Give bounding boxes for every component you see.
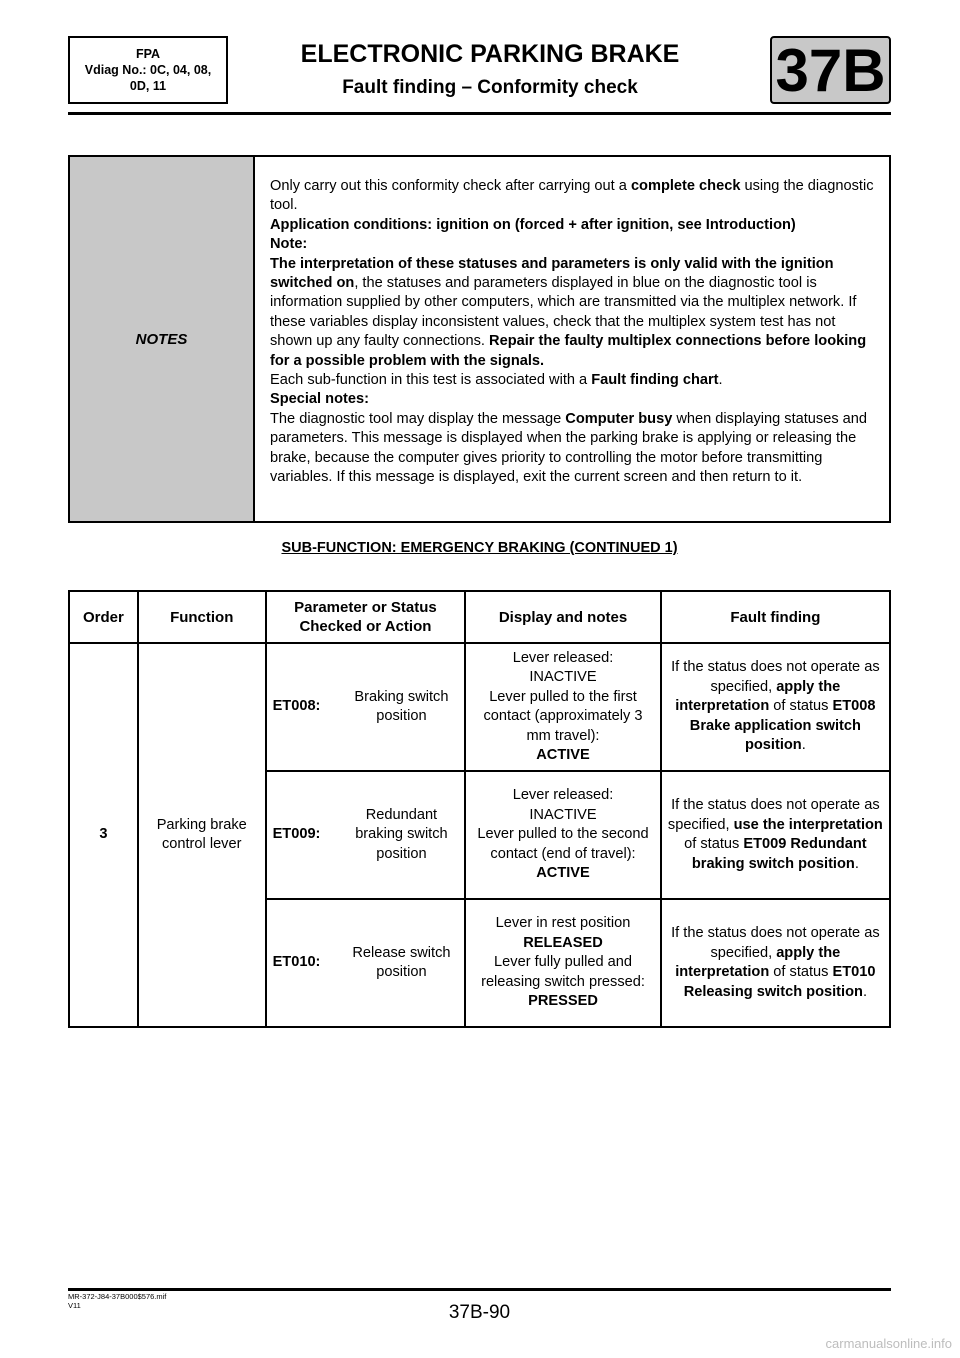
table-header-row [69, 591, 890, 643]
function-cell: Parking brake control lever [138, 643, 266, 1027]
header-function: Function [138, 591, 266, 643]
conformity-table [68, 590, 891, 1028]
section-code: 37B [770, 36, 891, 104]
status-description: Braking switch position [354, 688, 449, 724]
notes-paragraph: Only carry out this conformity check after carrying out a complete check using the diagnostic tool. [270, 178, 874, 214]
fault-finding-cell: If the status does not operate as specified, apply the interpretation of status ET010 Releasing switch position. [661, 899, 890, 1027]
watermark: carmanualsonline.info [825, 1336, 952, 1351]
notes-paragraph: Each sub-function in this test is associated with a Fault finding chart. [270, 372, 723, 389]
notes-paragraph: The interpretation of these statuses and parameters is only valid with the ignition switched on, the statuses and parameters displayed in blue on the diagnostic tool is information supplied by other computers, which are transmitted via the multiplex network. If these variables display inconsistent values, check that the multiplex system test has not shown up any faulty connections. Repair the faulty multiplex connections before looking for a possible problem with the signals. [270, 255, 867, 369]
page-number: 37B-90 [448, 1302, 511, 1323]
page-title: ELECTRONIC PARKING BRAKE [300, 40, 680, 68]
status-description: Release switch position [352, 944, 451, 980]
status-description: Redundant braking switch position [355, 806, 448, 862]
notes-label: NOTES [70, 157, 255, 521]
header-display: Display and notes [465, 591, 660, 643]
parameter-cell [266, 643, 466, 771]
vdiag-line2: 0D, 11 [129, 79, 167, 93]
footer-version: V11 [68, 1301, 81, 1310]
notes-paragraph: The diagnostic tool may display the message Computer busy when displaying statuses and parameters. This message is displayed when the parking brake is applying or releasing the brake, because the computer gives priority to controlling the motor before transmitting variables. If this message is displayed, exit the current screen and then return to it. [270, 410, 868, 486]
table-row [69, 643, 890, 771]
header-parameter: Parameter or Status Checked or Action [266, 591, 466, 643]
vehicle-info-box [68, 36, 228, 104]
application-conditions: Application conditions: ignition on (forced + after ignition, see Introduction) [270, 216, 796, 233]
special-notes-heading: Special notes: [270, 391, 369, 408]
display-cell: Lever released: INACTIVE Lever pulled to the second contact (end of travel): ACTIVE [465, 771, 660, 899]
vehicle-code: FPA [135, 47, 161, 61]
parameter-cell [266, 899, 466, 1027]
order-cell: 3 [69, 643, 138, 1027]
subfunction-title: SUB-FUNCTION: EMERGENCY BRAKING (CONTINUED 1) [281, 540, 678, 556]
header-fault-finding: Fault finding [661, 591, 890, 643]
parameter-cell [266, 771, 466, 899]
notes-box [68, 155, 891, 523]
footer-file: MR-372-J84-37B000$576.mif [68, 1292, 167, 1301]
footer-rule [68, 1288, 891, 1291]
notes-body [255, 157, 889, 521]
header-order: Order [69, 591, 138, 643]
vdiag-line1: Vdiag No.: 0C, 04, 08, [84, 63, 212, 77]
fault-finding-cell: If the status does not operate as specified, apply the interpretation of status ET008 Brake application switch position. [661, 643, 890, 771]
status-code: ET009: [272, 826, 321, 843]
status-code: ET008: [272, 698, 321, 715]
fault-finding-cell: If the status does not operate as specified, use the interpretation of status ET009 Redundant braking switch position. [661, 771, 890, 899]
header-rule [68, 112, 891, 115]
page-subtitle: Fault finding – Conformity check [342, 77, 638, 98]
status-code: ET010: [272, 954, 321, 971]
note-heading: Note: [270, 236, 308, 253]
display-cell: Lever in rest position RELEASED Lever fully pulled and releasing switch pressed: PRESSED [465, 899, 660, 1027]
display-cell: Lever released: INACTIVE Lever pulled to the first contact (approximately 3 mm travel): ACTIVE [465, 643, 660, 771]
